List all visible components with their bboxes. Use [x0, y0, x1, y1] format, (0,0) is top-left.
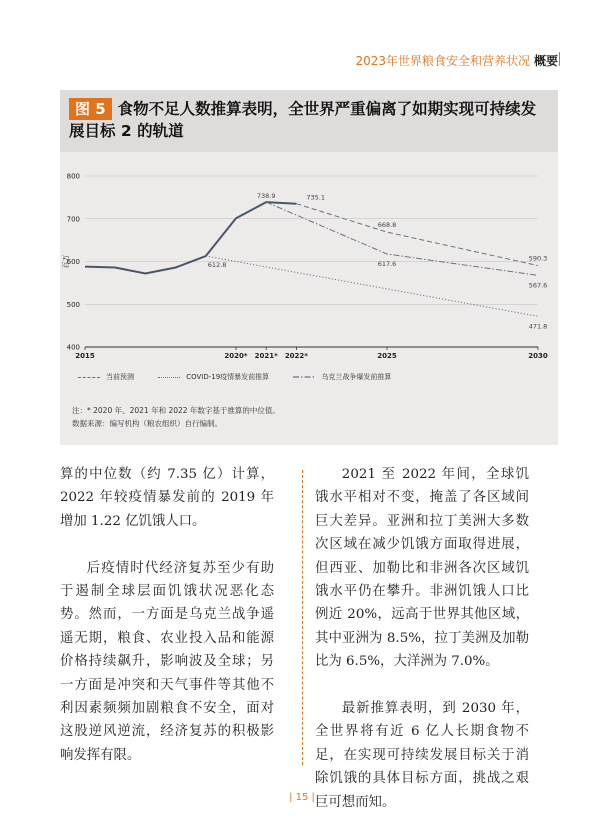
- paragraph: 后疫情时代经济复苏至少有助于遏制全球层面饥饿状况恶化态势。然而，一方面是乌克兰战争遥遥无期，粮食、农业投入品和能源价格持续飙升，影响波及全球；另一方面是冲突和天气事件等其他不利因素频频加剧粮食不安全，面对这股逆风逆流，经济复苏的积极影响发挥有限。: [60, 560, 274, 763]
- legend-swatch-dashdot: [293, 375, 315, 379]
- legend-item-ukraine: [293, 372, 391, 382]
- chart-legend: [78, 372, 413, 382]
- paragraph: 2021 至 2022 年间，全球饥饿水平相对不变，掩盖了各区域间巨大差异。亚洲和拉丁美洲大多数次区域在减少饥饿方面取得进展，但西亚、加勒比和非洲各次区域饥饿水平仍在攀升。非洲饥饿人口比例近 20%，远高于世界其他区域，其中亚洲为 8.5%，拉丁美洲及加勒比为 6.5%，大洋洲为 7.0%。: [315, 467, 529, 670]
- data-label: 567.6: [528, 281, 548, 290]
- data-label: 612.8: [207, 261, 227, 270]
- running-header: [355, 52, 558, 69]
- paragraph: 算的中位数（约 7.35 亿）计算，2022 年较疫情暴发前的 2019 年增加 1.22 亿饥饿人口。: [60, 467, 274, 529]
- line-chart: [60, 152, 558, 367]
- figure-source: 数据来源：编写机构（粮农组织）自行编制。: [72, 419, 222, 428]
- header-title: 2023年世界粮食安全和营养状况: [355, 54, 530, 68]
- series-line-historical: [85, 202, 296, 273]
- y-tick-label: 400: [66, 343, 80, 352]
- data-label: 735.1: [306, 193, 326, 202]
- x-tick-label: 2020*: [224, 352, 248, 360]
- series-line-ukraine: [266, 202, 538, 275]
- body-column-right: [315, 463, 529, 814]
- legend-item-current: [78, 372, 134, 382]
- data-label: 617.6: [377, 259, 397, 268]
- header-subtitle: 概要: [533, 54, 558, 68]
- data-label: 471.8: [528, 322, 548, 331]
- figure-title-text: 食物不足人数推算表明，全世界严重偏离了如期实现可持续发展目标 2 的轨道: [69, 100, 537, 140]
- y-tick-label: 800: [66, 172, 80, 181]
- page-number: | 15 |: [289, 792, 315, 803]
- x-tick-label: 2030: [528, 352, 548, 360]
- paragraph: 最新推算表明，到 2030 年，全世界将有近 6 亿人长期食物不足，在实现可持续发展目标关于消除饥饿的具体目标方面，挑战之艰巨可想而知。: [315, 701, 529, 810]
- data-label: 738.9: [256, 192, 276, 201]
- y-tick-label: 500: [66, 300, 80, 309]
- legend-label-current: 当前预测: [106, 373, 134, 381]
- page-number-value: 15: [295, 792, 309, 803]
- y-tick-label: 700: [66, 215, 80, 224]
- series-line-current: [296, 204, 538, 266]
- x-tick-label: 2021*: [254, 352, 278, 360]
- legend-label-covid: COVID-19疫情暴发前推算: [186, 373, 270, 381]
- data-label: 590.3: [528, 254, 548, 263]
- y-axis-label: 百万: [62, 254, 70, 269]
- x-tick-label: 2025: [377, 352, 397, 360]
- figure-notes: [72, 404, 280, 430]
- body-column-left: [60, 463, 274, 767]
- data-label: 668.8: [377, 221, 397, 230]
- figure-title-bar: [60, 90, 558, 152]
- legend-swatch-dotted: [158, 377, 180, 378]
- y-tick-label: 600: [66, 258, 80, 266]
- legend-label-ukraine: 乌克兰战争爆发前推算: [321, 373, 392, 381]
- figure-note: 注：* 2020 年、2021 年和 2022 年数字基于推算的中位值。: [72, 406, 280, 415]
- x-tick-label: 2022*: [284, 352, 308, 360]
- column-divider: [302, 470, 303, 765]
- legend-item-covid: [158, 372, 269, 382]
- header-rule: [559, 52, 560, 66]
- series-line-covid: [206, 256, 538, 316]
- figure-title: [69, 98, 549, 142]
- figure-label: 图 5: [69, 98, 112, 120]
- x-tick-label: 2015: [75, 352, 95, 360]
- legend-swatch-dashed: [78, 377, 100, 378]
